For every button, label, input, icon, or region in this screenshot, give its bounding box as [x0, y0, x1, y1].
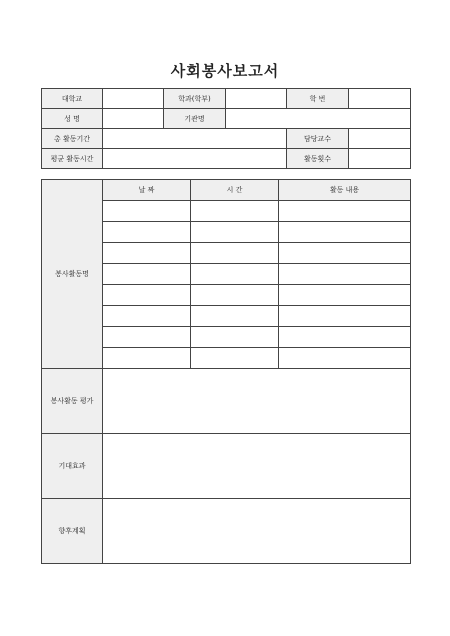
time-cell[interactable] [191, 243, 279, 264]
time-header: 시 간 [191, 180, 279, 201]
institution-label: 기관명 [164, 109, 226, 129]
date-cell[interactable] [103, 201, 191, 222]
university-field[interactable] [103, 89, 164, 109]
date-cell[interactable] [103, 243, 191, 264]
content-cell[interactable] [279, 264, 411, 285]
avg-hours-field[interactable] [103, 149, 287, 169]
university-label: 대학교 [42, 89, 103, 109]
report-title: 사회봉사보고서 [170, 62, 280, 80]
future-plan-field[interactable] [103, 499, 411, 564]
content-cell[interactable] [279, 348, 411, 369]
content-cell[interactable] [279, 306, 411, 327]
professor-field[interactable] [349, 129, 411, 149]
count-label: 활동횟수 [287, 149, 349, 169]
time-cell[interactable] [191, 348, 279, 369]
expected-effect-field[interactable] [103, 434, 411, 499]
activity-name-label: 봉사활동명 [42, 180, 103, 369]
content-cell[interactable] [279, 201, 411, 222]
student-id-label: 학 번 [287, 89, 349, 109]
total-period-label: 총 활동기간 [42, 129, 103, 149]
activity-table [41, 179, 411, 564]
content-cell[interactable] [279, 222, 411, 243]
count-field[interactable] [349, 149, 411, 169]
content-cell[interactable] [279, 285, 411, 306]
name-field[interactable] [103, 109, 164, 129]
time-cell[interactable] [191, 264, 279, 285]
content-cell[interactable] [279, 243, 411, 264]
date-cell[interactable] [103, 222, 191, 243]
time-cell[interactable] [191, 222, 279, 243]
name-label: 성 명 [42, 109, 103, 129]
time-cell[interactable] [191, 285, 279, 306]
total-period-field[interactable] [103, 129, 287, 149]
date-cell[interactable] [103, 285, 191, 306]
time-cell[interactable] [191, 306, 279, 327]
institution-field[interactable] [226, 109, 411, 129]
professor-label: 담당교수 [287, 129, 349, 149]
department-label: 학과(학부) [164, 89, 226, 109]
evaluation-label: 봉사활동 평가 [42, 369, 103, 434]
date-cell[interactable] [103, 348, 191, 369]
time-cell[interactable] [191, 327, 279, 348]
evaluation-field[interactable] [103, 369, 411, 434]
content-header: 활동 내용 [279, 180, 411, 201]
future-plan-label: 향후계획 [42, 499, 103, 564]
time-cell[interactable] [191, 201, 279, 222]
department-field[interactable] [226, 89, 287, 109]
avg-hours-label: 평균 활동시간 [42, 149, 103, 169]
date-cell[interactable] [103, 306, 191, 327]
date-cell[interactable] [103, 264, 191, 285]
student-id-field[interactable] [349, 89, 411, 109]
expected-effect-label: 기대효과 [42, 434, 103, 499]
date-cell[interactable] [103, 327, 191, 348]
content-cell[interactable] [279, 327, 411, 348]
date-header: 날 짜 [103, 180, 191, 201]
info-table [41, 88, 411, 169]
